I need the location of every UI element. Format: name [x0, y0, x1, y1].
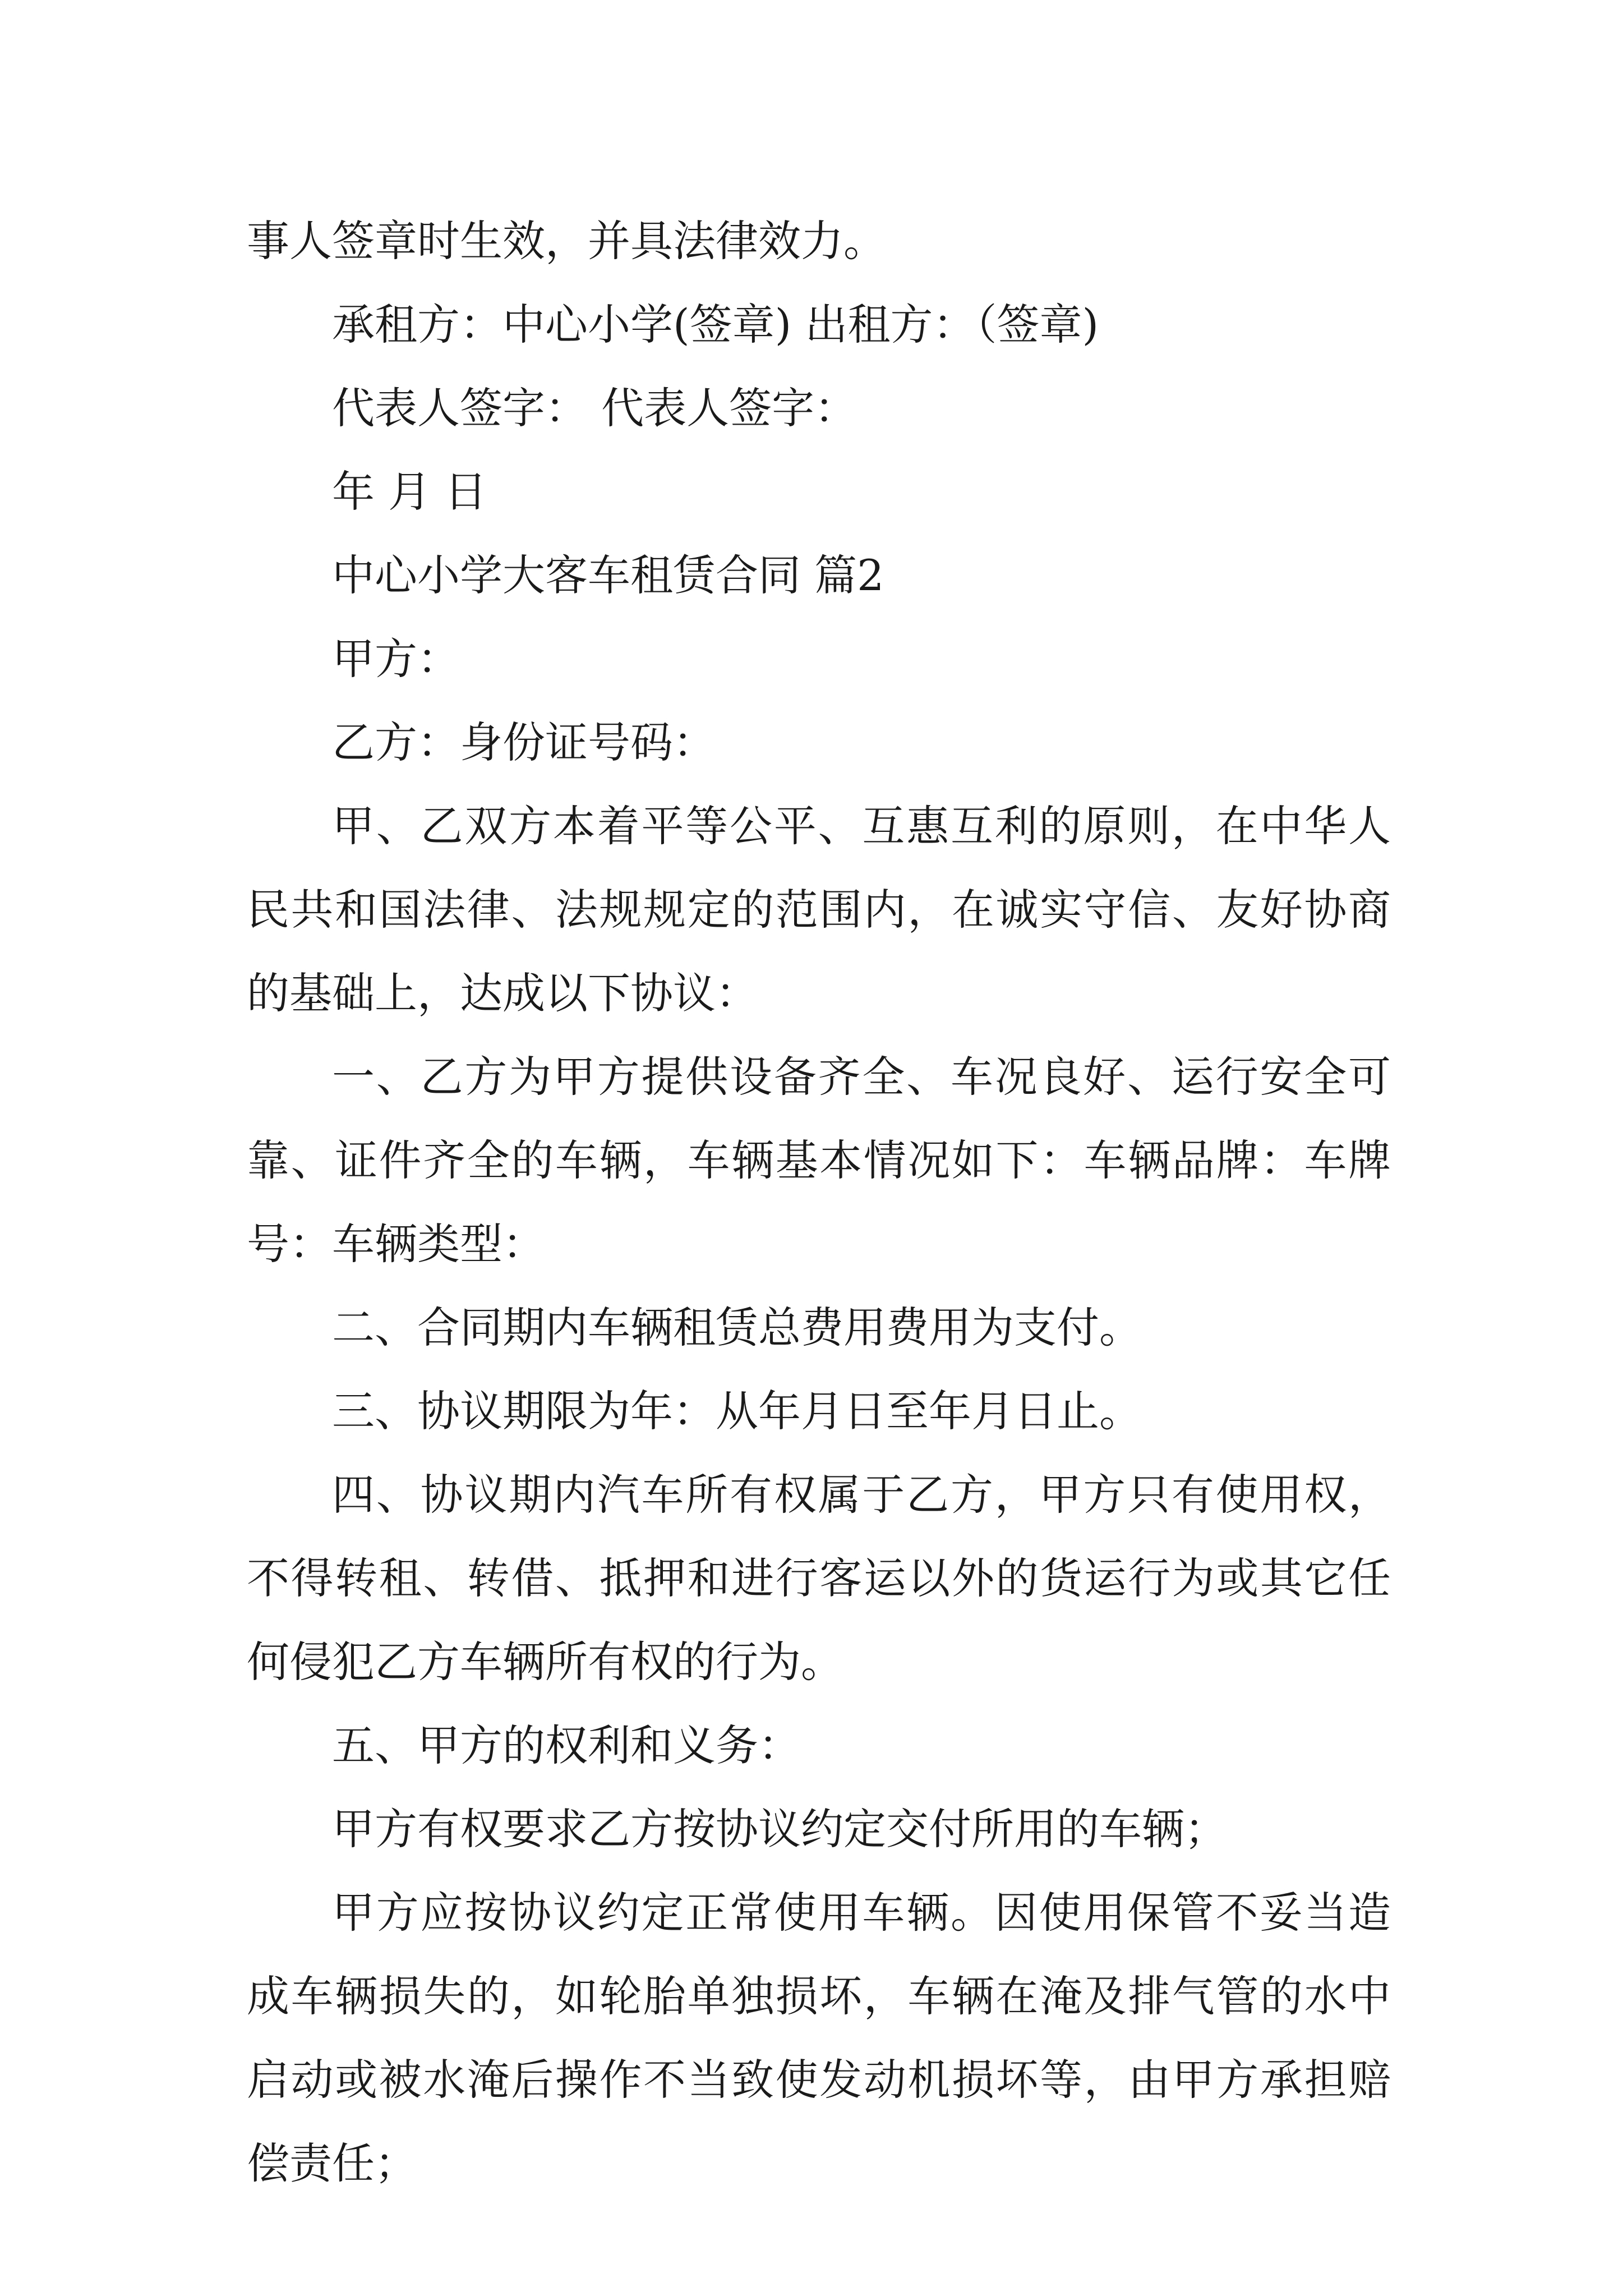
paragraph-party-b: 乙方：身份证号码： [332, 717, 716, 767]
clause-3: 三、协议期限为年：从年月日至年月日止。 [332, 1386, 1142, 1436]
clause-2: 二、合同期内车辆租赁总费用费用为支付。 [332, 1303, 1142, 1352]
paragraph-preamble: 甲、乙双方本着平等公平、互惠互利的原则，在中华人民共和国法律、法规规定的范围内，在诚实守信、友好协商的基础上，达成以下协议： [247, 801, 1391, 1018]
clause-1: 一、乙方为甲方提供设备齐全、车况良好、运行安全可靠、证件齐全的车辆，车辆基本情况如下：车辆品牌：车牌号：车辆类型： [247, 1052, 1391, 1269]
paragraph-party-a: 甲方： [332, 634, 460, 684]
document-body [247, 199, 1391, 2205]
clause-5-heading: 五、甲方的权利和义务： [332, 1720, 801, 1770]
section-heading: 中心小学大客车租赁合同 篇2 [332, 550, 884, 600]
paragraph-representative-signatures: 代表人签字： 代表人签字： [332, 383, 857, 433]
clause-4: 四、协议期内汽车所有权属于乙方，甲方只有使用权，不得转租、转借、抵押和进行客运以外的货运行为或其它任何侵犯乙方车辆所有权的行为。 [247, 1470, 1391, 1687]
paragraph-date-line: 年 月 日 [332, 467, 487, 517]
clause-5-item-2: 甲方应按协议约定正常使用车辆。因使用保管不妥当造成车辆损失的，如轮胎单独损坏，车辆在淹及排气管的水中启动或被水淹后操作不当致使发动机损坏等，由甲方承担赔偿责任； [247, 1888, 1391, 2188]
paragraph-signature-parties: 承租方：中心小学(签章) 出租方：（签章) [332, 300, 1099, 349]
clause-5-item-1: 甲方有权要求乙方按协议约定交付所用的车辆； [332, 1804, 1227, 1854]
paragraph-closing-clause: 事人签章时生效，并具法律效力。 [247, 216, 886, 266]
